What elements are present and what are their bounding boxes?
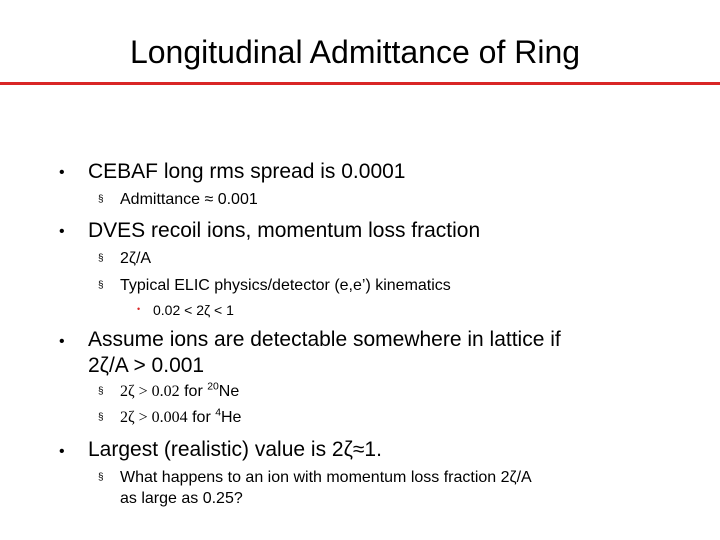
formula: 2ζ > 0.004 [120,409,188,426]
bullet-dot: • [59,443,65,460]
sub-bullet-text: Typical ELIC physics/detector (e,e’) kinematics [120,277,451,294]
bullet-text: Assume ions are detectable somewhere in lattice if [88,328,561,351]
sub-bullet-text: What happens to an ion with momentum loss fraction 2ζ/A [120,469,532,486]
sub-bullet-marker: § [98,280,104,291]
sub-bullet-text: 2ζ/A [120,250,152,267]
sub-bullet-marker: § [98,386,104,397]
sub-sub-bullet-text: 0.02 < 2ζ < 1 [153,302,234,318]
formula: 2ζ > 0.02 [120,383,180,400]
mass-number: 20 [207,381,219,393]
bullet-text: CEBAF long rms spread is 0.0001 [88,160,406,183]
sub-bullet-text [120,382,239,402]
sub-sub-bullet-dot: • [137,304,141,314]
slide-title: Longitudinal Admittance of Ring [129,34,581,70]
bullet-dot: • [59,223,65,240]
connector: for [187,409,216,426]
sub-bullet-text: Admittance ≈ 0.001 [120,191,258,208]
sub-bullet-text [120,408,241,428]
sub-bullet-marker: § [98,412,104,423]
title-divider [0,82,720,85]
sub-bullet-marker: § [98,194,104,205]
sub-bullet-marker: § [98,472,104,483]
sub-bullet-text-continued: as large as 0.25? [120,490,243,507]
bullet-text-continued: 2ζ/A > 0.001 [88,354,205,377]
bullet-text: Largest (realistic) value is 2ζ≈1. [88,438,382,461]
element: Ne [218,383,240,400]
connector: for [179,383,208,400]
sub-bullet-marker: § [98,253,104,264]
element: He [221,409,242,426]
mass-number: 4 [215,407,221,419]
bullet-dot: • [59,333,65,350]
bullet-dot: • [59,164,65,181]
bullet-text: DVES recoil ions, momentum loss fraction [88,219,481,242]
